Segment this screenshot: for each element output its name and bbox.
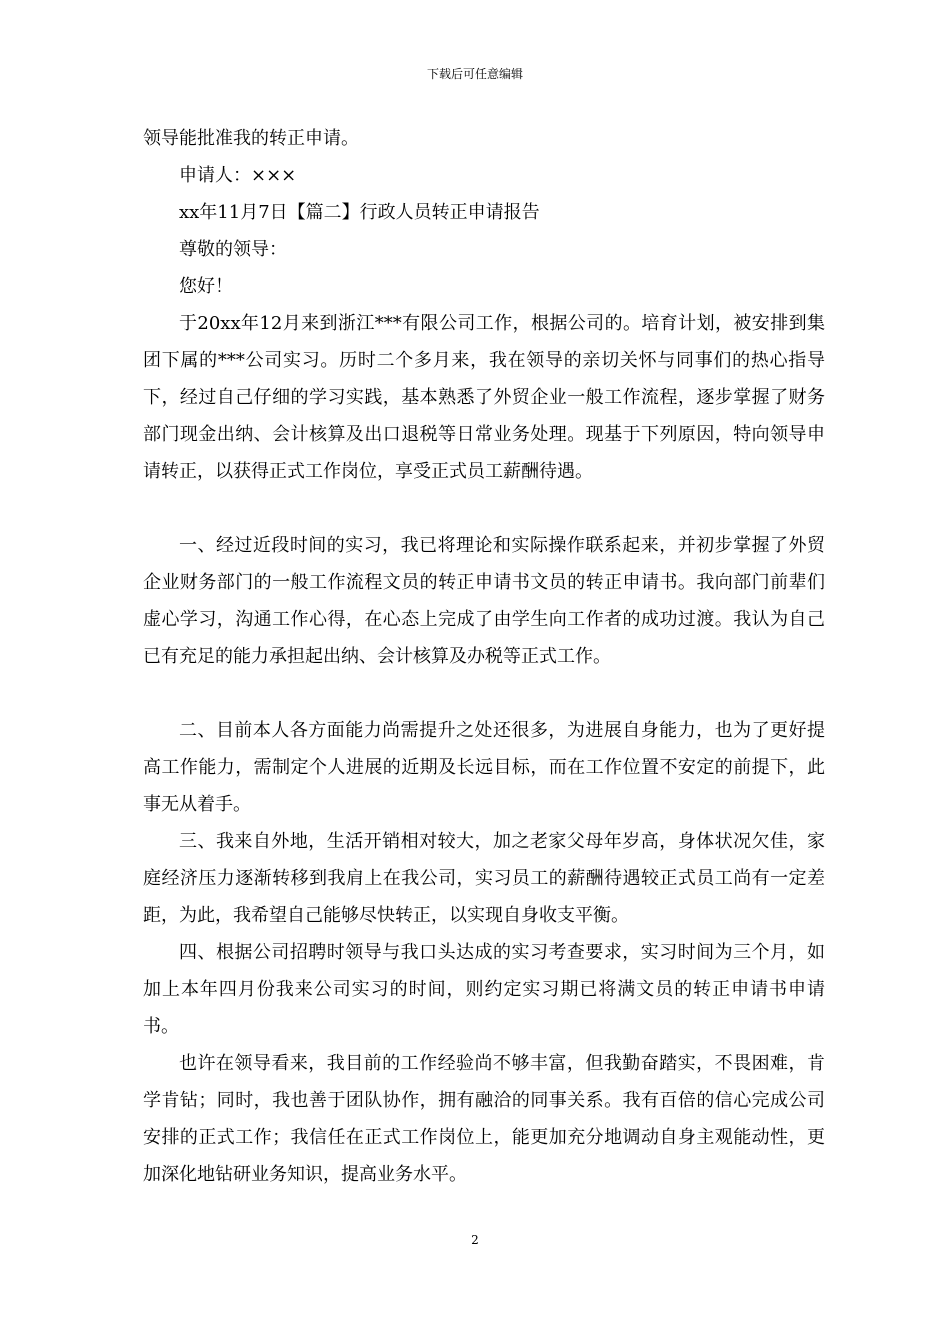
paragraph-intro: 于20xx年12月来到浙江***有限公司工作，根据公司的。培育计划，被安排到集团下属的***公司实习。历时二个多月来，我在领导的亲切关怀与同事们的热心指导下，经过自己仔细的学习实践，基本熟悉了外贸企业一般工作流程，逐步掌握了财务部门现金出纳、会计核算及出口退税等日常业务处理。现基于下列原因，特向领导申请转正，以获得正式工作岗位，享受正式员工薪酬待遇。: [143, 313, 825, 482]
paragraph-reason-3: 三、我来自外地，生活开销相对较大，加之老家父母年岁高，身体状况欠佳，家庭经济压力逐渐转移到我肩上在我公司，实习员工的薪酬待遇较正式员工尚有一定差距，为此，我希望自己能够尽快转正，以实现自身收支平衡。: [143, 831, 825, 926]
paragraph-reason-2: 二、目前本人各方面能力尚需提升之处还很多，为进展自身能力，也为了更好提高工作能力，需制定个人进展的近期及长远目标，而在工作位置不安定的前提下，此事无从着手。: [143, 720, 825, 815]
paragraph-reason-4: 四、根据公司招聘时领导与我口头达成的实习考查要求，实习时间为三个月，如加上本年四月份我来公司实习的时间，则约定实习期已将满文员的转正申请书申请书。: [143, 942, 825, 1037]
paragraph-conclusion: 也许在领导看来，我目前的工作经验尚不够丰富，但我勤奋踏实，不畏困难，肯学肯钻；同时，我也善于团队协作，拥有融洽的同事关系。我有百倍的信心完成公司安排的正式工作；我信任在正式工作岗位上，能更加充分地调动自身主观能动性，更加深化地钻研业务知识，提高业务水平。: [143, 1053, 825, 1185]
page-header: 下载后可任意编辑: [426, 67, 523, 81]
paragraph-closing-line: 领导能批准我的转正申请。: [143, 128, 359, 149]
paragraph-reason-1: 一、经过近段时间的实习，我已将理论和实际操作联系起来，并初步掌握了外贸企业财务部门的一般工作流程文员的转正申请书文员的转正申请书。我向部门前辈们虚心学习，沟通工作心得，在心态上完成了由学生向工作者的成功过渡。我认为自己已有充足的能力承担起出纳、会计核算及办税等正式工作。: [143, 535, 825, 667]
paragraph-applicant: 申请人：×××: [179, 165, 297, 186]
paragraph-salutation: 尊敬的领导：: [179, 239, 287, 260]
page-number: 2: [471, 1233, 479, 1247]
document-body: [143, 120, 825, 1193]
paragraph-greeting: 您好！: [179, 276, 233, 297]
paragraph-date-and-title: xx年11月7日【篇二】行政人员转正申请报告: [179, 202, 540, 223]
